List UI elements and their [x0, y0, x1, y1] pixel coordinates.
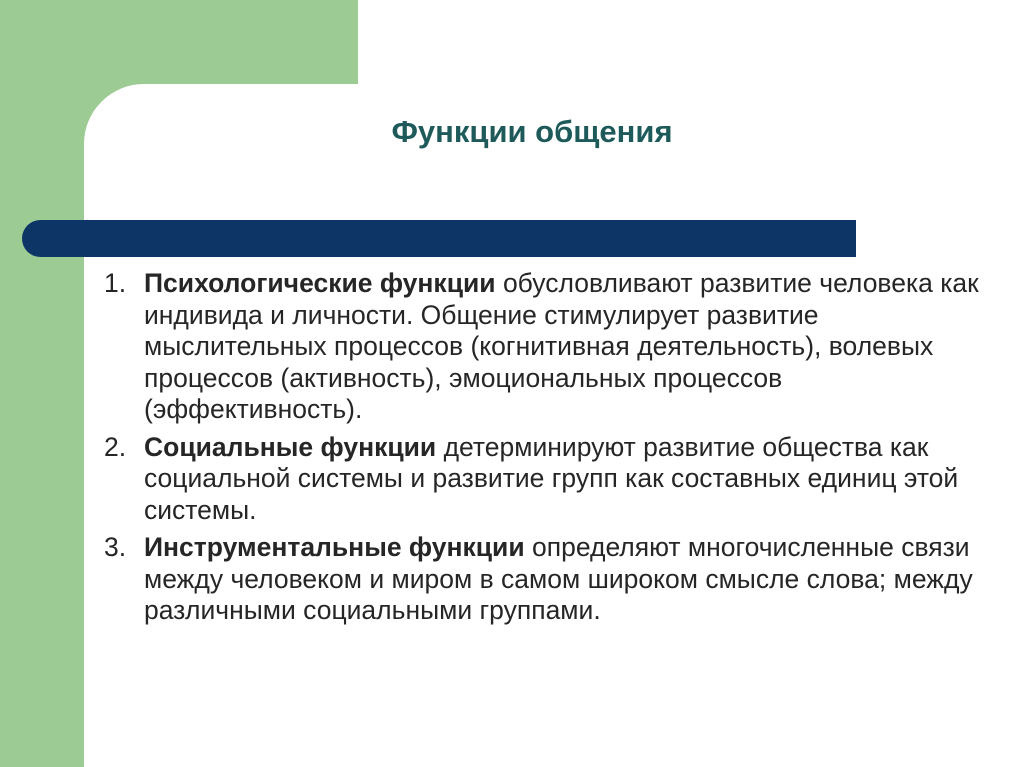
item-description: определяют многочисленные связи между человеком и миром в самом широком смысле слова; между различными социальными группами. — [144, 532, 973, 625]
item-term: Психологические функции — [144, 268, 496, 298]
item-number: 1. — [104, 268, 127, 298]
item-body — [144, 532, 994, 627]
list-item-social — [104, 432, 994, 527]
functions-list — [104, 268, 994, 633]
slide-title: Функции общения — [391, 114, 673, 149]
item-term: Инструментальные функции — [144, 532, 525, 562]
list-item-psychological — [104, 268, 994, 426]
item-description: детерминируют развитие общества как социальной системы и развитие групп как составных единиц этой системы. — [144, 431, 959, 525]
item-number: 3. — [104, 532, 127, 562]
list-item-instrumental — [104, 532, 994, 627]
item-number: 2. — [104, 431, 127, 462]
item-description: обусловливают развитие человека как индивида и личности. Общение стимулирует развитие мыслительных процессов (когнитивная деятельность), волевых процессов (активность), эмоциональных процессов (эффективность). — [144, 268, 979, 424]
title-divider-bar — [22, 220, 856, 257]
item-body — [144, 432, 994, 527]
item-term: Социальные функции — [144, 431, 437, 462]
item-body — [144, 268, 994, 426]
